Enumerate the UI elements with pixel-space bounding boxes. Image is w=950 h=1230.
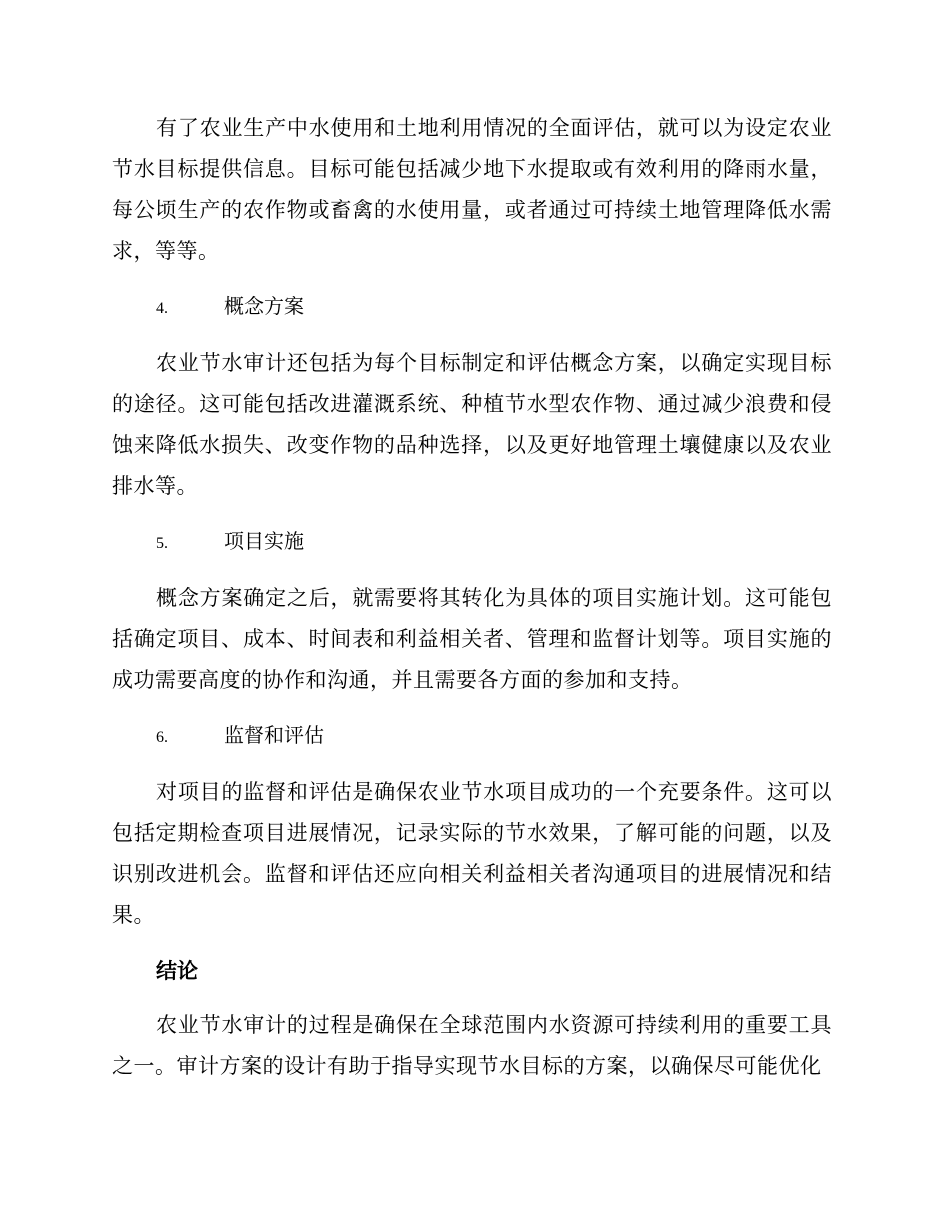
list-heading-monitoring-evaluation <box>112 715 832 758</box>
list-number: 5. <box>156 535 168 552</box>
list-number: 6. <box>156 729 168 746</box>
paragraph-concept-plan: 农业节水审计还包括为每个目标制定和评估概念方案，以确定实现目标的途径。这可能包括改进灌溉系统、种植节水型农作物、通过减少浪费和侵蚀来降低水损失、改变作物的品种选择，以及更好地管理土壤健康以及农业排水等。 <box>112 351 832 498</box>
paragraph-monitoring-evaluation: 对项目的监督和评估是确保农业节水项目成功的一个充要条件。这可以包括定期检查项目进展情况，记录实际的节水效果，了解可能的问题，以及识别改进机会。监督和评估还应向相关利益相关者沟通项目的进展情况和结果。 <box>112 780 832 927</box>
document-body <box>112 108 832 1101</box>
list-heading-project-implementation <box>112 521 832 564</box>
paragraph-conclusion: 农业节水审计的过程是确保在全球范围内水资源可持续利用的重要工具之一。审计方案的设计有助于指导实现节水目标的方案，以确保尽可能优化 <box>112 1013 832 1078</box>
list-number: 4. <box>156 300 168 317</box>
list-title: 项目实施 <box>224 529 304 553</box>
paragraph-project-implementation: 概念方案确定之后，就需要将其转化为具体的项目实施计划。这可能包括确定项目、成本、时间表和利益相关者、管理和监督计划等。项目实施的成功需要高度的协作和沟通，并且需要各方面的参加和支持。 <box>112 586 832 692</box>
paragraph-goal-setting: 有了农业生产中水使用和土地利用情况的全面评估，就可以为设定农业节水目标提供信息。目标可能包括减少地下水提取或有效利用的降雨水量，每公顷生产的农作物或畜禽的水使用量，或者通过可持续土地管理降低水需求，等等。 <box>112 116 832 263</box>
list-title: 概念方案 <box>224 294 304 318</box>
list-heading-concept-plan <box>112 286 832 329</box>
section-heading-conclusion: 结论 <box>156 958 198 983</box>
list-title: 监督和评估 <box>224 723 324 747</box>
